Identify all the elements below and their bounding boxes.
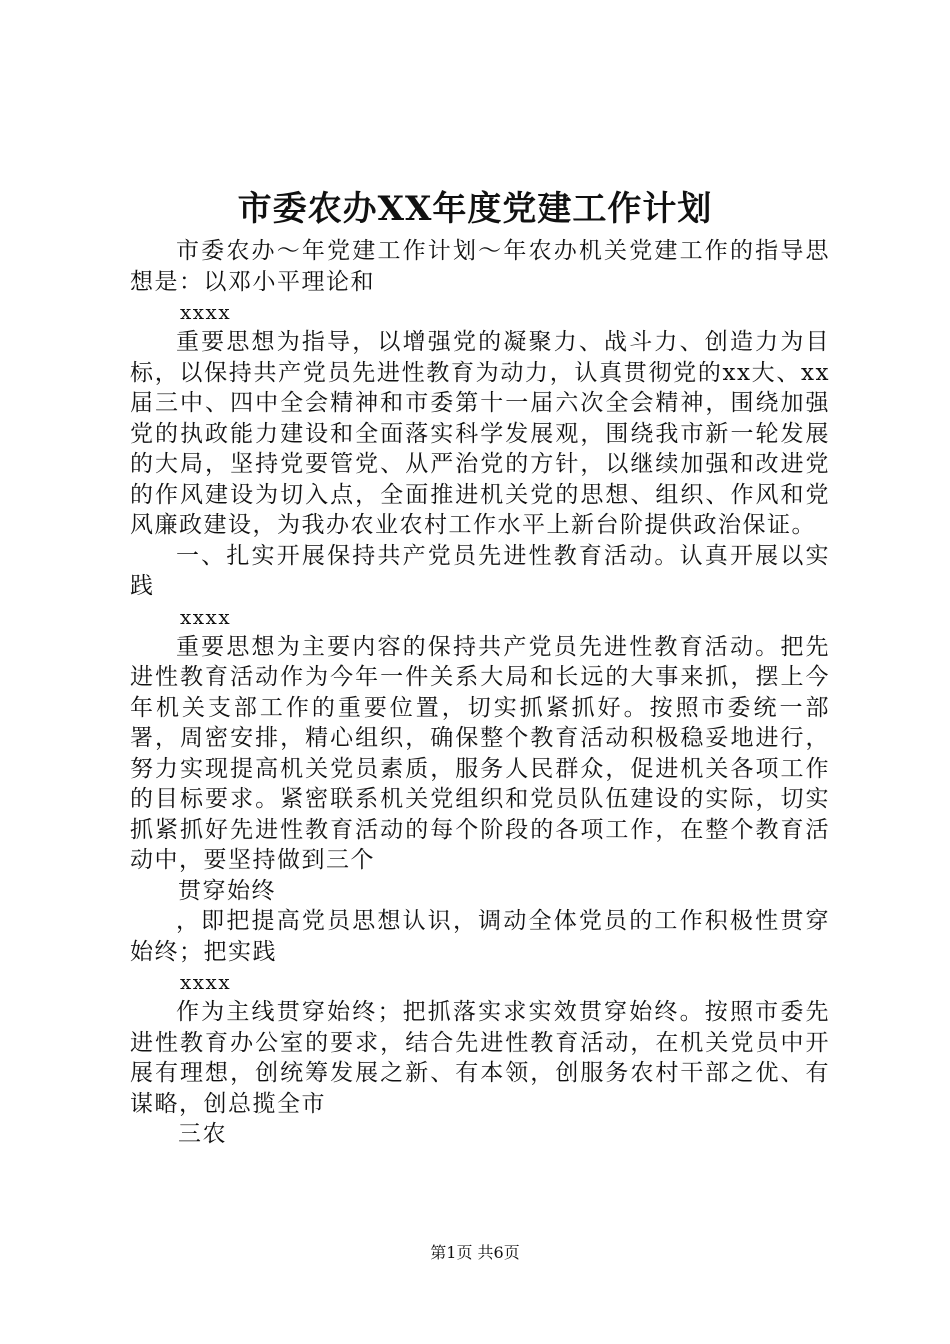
page-footer: 第1页 共6页 [430, 1243, 520, 1262]
paragraph: 市委农办～年党建工作计划～年农办机关党建工作的指导思想是：以邓小平理论和 [130, 238, 830, 295]
short-line: 三农 [178, 1121, 227, 1147]
placeholder-line: xxxx [180, 604, 232, 629]
paragraph: 重要思想为指导，以增强党的凝聚力、战斗力、创造力为目标，以保持共产党员先进性教育为动力，认真贯彻党的xx大、xx届三中、四中全会精神和市委第十一届六次全会精神，围绕加强党的执政能力建设和全面落实科学发展观，围绕我市新一轮发展的大局，坚持党要管党、从严治党的方针，以继续加强和改进党的作风建设为切入点，全面推进机关党的思想、组织、作风和党风廉政建设，为我办农业农村工作水平上新台阶提供政治保证。 [130, 329, 830, 538]
section-heading-paragraph: 一、扎实开展保持共产党员先进性教育活动。认真开展以实践 [130, 542, 830, 599]
document-title: 市委农办XX年度党建工作计划 [237, 189, 713, 229]
paragraph: 作为主线贯穿始终；把抓落实求实效贯穿始终。按照市委先进性教育办公室的要求，结合先进性教育活动，在机关党员中开展有理想，创统筹发展之新、有本领，创服务农村干部之优、有谋略，创总揽全市 [130, 999, 830, 1117]
paragraph: 重要思想为主要内容的保持共产党员先进性教育活动。把先进性教育活动作为今年一件关系大局和长远的大事来抓，摆上今年机关支部工作的重要位置，切实抓紧抓好。按照市委统一部署，周密安排，精心组织，确保整个教育活动积极稳妥地进行，努力实现提高机关党员素质，服务人民群众，促进机关各项工作的目标要求。紧密联系机关党组织和党员队伍建设的实际，切实抓紧抓好先进性教育活动的每个阶段的各项工作，在整个教育活动中，要坚持做到三个 [130, 633, 830, 873]
short-line: 贯穿始终 [178, 877, 276, 904]
placeholder-line: xxxx [180, 970, 232, 994]
paragraph: ，即把提高党员思想认识，调动全体党员的工作积极性贯穿始终；把实践 [130, 908, 830, 965]
document-body [130, 236, 830, 1150]
placeholder-line: xxxx [180, 300, 232, 324]
